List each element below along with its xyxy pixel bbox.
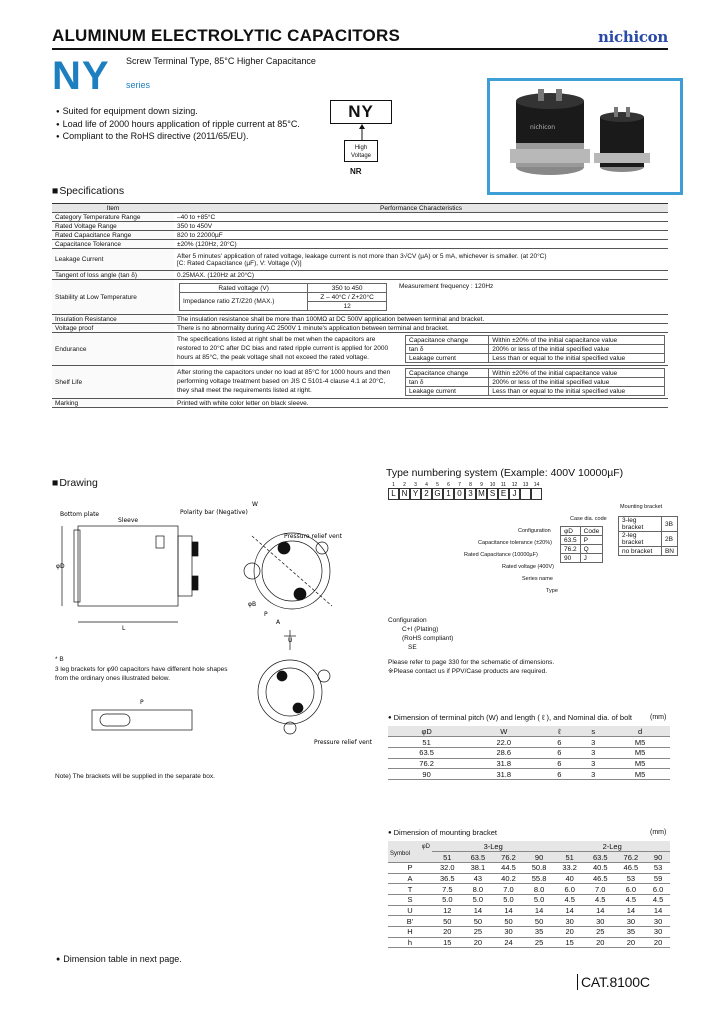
cell: 3 [576,769,610,780]
cell: J [580,554,603,563]
spec-value: 820 to 22000µF [174,231,668,240]
cell: 20 [616,937,647,948]
cell: 46.5 [616,862,647,873]
pos: 4 [425,482,428,488]
series-badge: NY [330,100,392,124]
table-row [388,769,670,780]
pos: 5 [436,482,439,488]
low-temp-val: 350 to 450 [308,284,387,293]
cell: 30 [585,916,616,927]
char-box: 0 [454,488,465,500]
pos: 1 [392,482,395,488]
cell: 35 [616,927,647,938]
feature-list [56,106,300,144]
cell: 14 [493,905,524,916]
table-row [52,222,668,231]
cell: 50 [493,916,524,927]
cell: 5.0 [463,894,494,905]
configuration-block [388,616,554,676]
label-pressure-vent-2: Pressure relief vent [314,739,372,746]
high-voltage-badge [344,140,378,162]
cell: 5.0 [493,894,524,905]
pos: 12 [511,482,518,488]
table-row [52,240,668,249]
tn-type: Type [546,588,558,594]
product-photo [487,78,683,195]
corner-cell [388,841,432,862]
cell: Code [580,527,603,536]
group-2leg: 2-Leg [554,841,670,852]
char-box: Y [410,488,421,500]
col-header: φD [388,726,465,737]
svg-text:nichicon: nichicon [530,124,556,131]
cell: M5 [610,737,670,748]
spec-label: Tangent of loss angle (tan δ) [52,271,174,280]
cell: 14 [585,905,616,916]
cell: Leakage current [406,387,489,396]
cell: 14 [463,905,494,916]
symbol-cell: B' [388,916,432,927]
drawing-bracket-view [52,630,372,770]
col-header: s [576,726,610,737]
dimension-note: ● Dimension table in next page. [56,954,182,964]
spec-line: [C: Rated Capacitance (µF), V: Voltage (V)] [177,259,302,267]
label-a: A [276,619,281,626]
endurance-table [405,335,665,363]
pos: 11 [500,482,507,488]
table-row [52,324,668,333]
table-header [388,841,670,852]
cell: 51 [388,737,465,748]
dia-header: 90 [646,852,670,863]
pos: 2 [403,482,406,488]
char-box: N [399,488,410,500]
brand-logo: nichicon [598,28,668,46]
cell: 50 [463,916,494,927]
bracket-supply-note: Note) The brackets will be supplied in the separate box. [55,773,215,780]
pitch-unit: (mm) [650,714,667,721]
cell: 53 [646,862,670,873]
label-w: W [252,501,258,508]
shelf-text: After storing the capacitors under no load at 85°C for 1000 hours and then performing voltage treatment based on JIS C 5101-4 clause 4.1 at 20°C, they shall meet the requirements listed at right. [177,369,391,394]
cell: 38.1 [463,862,494,873]
conf-line: SE [408,644,417,651]
table-row [52,399,668,408]
cell: 7.5 [432,884,463,895]
cell: 6.0 [646,884,670,895]
bracket-note: 3 leg brackets for φ90 capacitors have different hole shapes from the ordinary ones illustrated below. [55,666,228,682]
series-code: NY [52,54,110,98]
dia-header: 51 [432,852,463,863]
tn-cap: Rated Capacitance (10000µF) [464,552,538,558]
label-phi-d: φD [56,563,65,570]
spec-label: Shelf Life [52,366,174,399]
cell: M5 [610,769,670,780]
tn-config: Configuration [518,528,551,534]
label-bottom-plate: Bottom plate [60,511,100,518]
char-box: M [476,488,487,500]
spec-label: Leakage Current [52,249,174,271]
bracket-code-table [618,516,678,556]
table-row [388,758,670,769]
cell: 3 [576,758,610,769]
low-temp-cond: Z – 40°C / Z+20°C [308,293,387,302]
cell: BN [661,547,677,556]
cell: 6 [542,747,576,758]
cell: 90 [561,554,581,563]
col-header: d [610,726,670,737]
cell: 6 [542,769,576,780]
spec-value: ±20% (120Hz, 20°C) [174,240,668,249]
label-phi-b: φB [248,601,257,608]
tn-voltage: Rated voltage (400V) [502,564,554,570]
spec-label: Rated Voltage Range [52,222,174,231]
spec-value [174,366,668,399]
endurance-text: The specifications listed at right shall be met when the capacitors are restored to 20°C after DC bias and rated ripple current is applied for 2000 hours at 85°C, the peak voltage shall not exceed the rated voltage. [177,336,389,361]
table-row [388,862,670,873]
symbol-cell: h [388,937,432,948]
tn-note: ※Please contact us if PPV/Case products are required. [388,668,547,675]
cell: 32.0 [432,862,463,873]
cell: 4.5 [585,894,616,905]
spec-label: Capacitance Tolerance [52,240,174,249]
cell: 5.0 [432,894,463,905]
pos: 8 [469,482,472,488]
cell: 63.5 [561,536,581,545]
spec-value: –40 to +85°C [174,213,668,222]
spec-value: Printed with white color letter on black sleeve. [174,399,668,408]
char-box: 2 [421,488,432,500]
table-header [388,726,670,737]
spec-label: Endurance [52,333,174,366]
cell: 4.5 [646,894,670,905]
col-header: ℓ [542,726,576,737]
symbol-cell: T [388,884,432,895]
label-sleeve: Sleeve [118,517,139,524]
table-row [52,249,668,271]
tn-note: Please refer to page 330 for the schematic of dimensions. [388,659,555,666]
cell: 76.2 [388,758,465,769]
low-temp-freq: Measurement frequency : 120Hz [399,283,494,290]
cell: 15 [432,937,463,948]
cell: Capacitance change [406,336,489,345]
cell: 4.5 [554,894,585,905]
conf-line: C+I (Plating) [402,626,439,633]
cell: 50 [524,916,555,927]
table-row [388,884,670,895]
cell: 44.5 [493,862,524,873]
dia-header: 51 [554,852,585,863]
conf-line: Configuration [388,617,427,624]
cell: 43 [463,873,494,884]
cell: 63.5 [388,747,465,758]
cell: Capacitance change [406,369,489,378]
group-3leg: 3-Leg [432,841,554,852]
shelf-table [405,368,665,396]
label-u: U [288,637,293,644]
feature-item: ● Compliant to the RoHS directive (2011/65/EU). [56,131,300,144]
cell: 20 [432,927,463,938]
table-row [388,916,670,927]
cell: M5 [610,747,670,758]
low-temp-ratio: 12 [308,302,387,311]
dia-header: 63.5 [463,852,494,863]
feature-item: ● Suited for equipment down sizing. [56,106,300,119]
cell: 3 [576,737,610,748]
low-temp-ratio-label: Impedance ratio ZT/Z20 (MAX.) [180,293,308,311]
char-box: L [388,488,399,500]
cell: 5.0 [524,894,555,905]
cell: 20 [463,937,494,948]
col-perf: Performance Characteristics [174,204,668,213]
spec-label: Insulation Resistance [52,315,174,324]
table-row [388,937,670,948]
cell: 6 [542,758,576,769]
label-l: L [122,625,126,632]
table-row [52,213,668,222]
title-rule [52,48,668,50]
cell: 20 [585,937,616,948]
cell: 30 [493,927,524,938]
cell: 33.2 [554,862,585,873]
spec-value: The insulation resistance shall be more than 100MΩ at DC 500V application between terminal and bracket. [174,315,668,324]
related-series: NR [350,167,362,176]
table-row [388,873,670,884]
cell: 25 [524,937,555,948]
cell: 30 [616,916,647,927]
table-row [388,927,670,938]
cell: no bracket [619,547,662,556]
view-b-label: * B [55,656,64,663]
table-row [52,366,668,399]
tn-case: Case dia. code [570,516,607,522]
feature-item: ● Load life of 2000 hours application of ripple current at 85°C. [56,119,300,132]
cell: 31.8 [465,769,542,780]
spec-line: After 5 minutes' application of rated voltage, leakage current is not more than 3√CV (µA) or 5 mA, whichever is smaller. (at 20°C) [177,252,547,260]
symbol-cell: H [388,927,432,938]
spec-label: Stability at Low Temperature [52,280,174,315]
specifications-table [52,203,668,408]
col-header: W [465,726,542,737]
cell: 14 [554,905,585,916]
cell: 36.5 [432,873,463,884]
dia-header: 63.5 [585,852,616,863]
cell: 28.6 [465,747,542,758]
cell: Within ±20% of the initial capacitance value [489,369,665,378]
label-p: P [264,611,268,618]
char-box: E [498,488,509,500]
symbol-cell: S [388,894,432,905]
pos: 9 [480,482,483,488]
spec-value: There is no abnormality during AC 2500V 1 minute's application between terminal and bracket. [174,324,668,333]
arrow-up-icon [359,124,365,140]
cell: 25 [463,927,494,938]
badge-line: High [354,145,368,151]
cell: 20 [646,937,670,948]
cell: 3B [661,517,677,532]
cell: 200% or less of the initial specified value [489,378,665,387]
cell: P [580,536,603,545]
pos: 13 [522,482,529,488]
spec-label: Rated Capacitance Range [52,231,174,240]
char-box [520,488,531,500]
cell: 200% or less of the initial specified value [489,345,665,354]
pos: 3 [414,482,417,488]
catalog-number: CAT.8100C [577,974,650,990]
cell: tan δ [406,378,489,387]
col-item: Item [52,204,174,213]
cell: 31.8 [465,758,542,769]
mb-unit: (mm) [650,829,667,836]
char-box: S [487,488,498,500]
type-numbering-diagram [388,482,678,600]
symbol-cell: A [388,873,432,884]
table-row [388,905,670,916]
tn-tolerance: Capacitance tolerance (±20%) [478,540,552,546]
char-box [531,488,542,500]
spec-value [174,249,668,271]
label-pressure-vent: Pressure relief vent [284,533,342,540]
cell: 24 [493,937,524,948]
cell: 14 [524,905,555,916]
tn-mounting: Mounting bracket [620,504,663,510]
table-row [388,894,670,905]
spec-value: 0.25MAX. (120Hz at 20°C) [174,271,668,280]
pos: 14 [533,482,540,488]
page-title: ALUMINUM ELECTROLYTIC CAPACITORS [52,26,400,45]
cell: 40.5 [585,862,616,873]
cell: 8.0 [524,884,555,895]
pos: 10 [489,482,496,488]
cell: 8.0 [463,884,494,895]
cell: 30 [554,916,585,927]
table-row [52,333,668,366]
char-box: J [509,488,520,500]
table-row [52,280,668,315]
cell: 55.8 [524,873,555,884]
low-temp-hdr: Rated voltage (V) [180,284,308,293]
cell: 14 [616,905,647,916]
tn-series: Series name [522,576,553,582]
pos: 6 [447,482,450,488]
cell: 53 [616,873,647,884]
char-box: 3 [465,488,476,500]
cell: 12 [432,905,463,916]
capacitor-illustration [490,81,680,192]
dia-header: 90 [524,852,555,863]
cell: 7.0 [585,884,616,895]
cell: 40 [554,873,585,884]
cell: φD [561,527,581,536]
table-row [52,271,668,280]
char-box: G [432,488,443,500]
spec-label: Marking [52,399,174,408]
mounting-bracket-table [388,841,670,948]
drawing-heading: ■ Drawing [52,477,98,489]
cell: 6.0 [616,884,647,895]
cell: 35 [524,927,555,938]
cell: 2B [661,532,677,547]
corner-bottom: Symbol [390,851,411,858]
spec-value [174,333,668,366]
spec-label: Voltage proof [52,324,174,333]
cell: 4.5 [616,894,647,905]
table-row [52,315,668,324]
label-polarity: Polarity bar (Negative) [180,509,248,516]
cell: 22.0 [465,737,542,748]
char-box: 1 [443,488,454,500]
case-code-table [560,526,603,563]
cell: 6.0 [554,884,585,895]
cell: 50 [432,916,463,927]
table-row [52,204,668,213]
mounting-bracket-title: ● Dimension of mounting bracket [388,828,497,837]
cell: 20 [554,927,585,938]
terminal-pitch-table [388,726,670,780]
cell: tan δ [406,345,489,354]
table-row [52,231,668,240]
dia-header: 76.2 [493,852,524,863]
cell: Less than or equal to the initial specified value [489,387,665,396]
table-row [388,747,670,758]
series-subtitle: Screw Terminal Type, 85°C Higher Capacitance [126,56,316,66]
spec-value [174,280,668,315]
table-row [388,737,670,748]
cell: 14 [646,905,670,916]
cell: Less than or equal to the initial specified value [489,354,665,363]
cell: Within ±20% of the initial capacitance value [489,336,665,345]
cell: 46.5 [585,873,616,884]
specifications-heading: ■ Specifications [52,185,124,197]
cell: Q [580,545,603,554]
cell: 6 [542,737,576,748]
spec-label: Category Temperature Range [52,213,174,222]
spec-value: 350 to 450V [174,222,668,231]
cell: 25 [585,927,616,938]
conf-line: (RoHS compliant) [402,635,454,642]
cell: 2-leg bracket [619,532,662,547]
cell: 50.8 [524,862,555,873]
symbol-cell: U [388,905,432,916]
low-temp-table [179,283,387,311]
cell: 3 [576,747,610,758]
cell: 3-leg bracket [619,517,662,532]
cell: 59 [646,873,670,884]
cell: 30 [646,916,670,927]
cell: 90 [388,769,465,780]
symbol-cell: P [388,862,432,873]
corner-top: φD [421,844,430,851]
cell: 40.2 [493,873,524,884]
char-row [388,488,678,500]
pitch-title: ● Dimension of terminal pitch (W) and length ( ℓ ), and Nominal dia. of bolt [388,713,632,722]
cell: 15 [554,937,585,948]
type-numbering-title: Type numbering system (Example: 400V 10000µF) [386,467,624,479]
dia-header: 76.2 [616,852,647,863]
label-p-bracket: P [140,699,144,706]
series-label: series [126,80,151,90]
badge-line: Voltage [350,153,372,159]
cell: Leakage current [406,354,489,363]
cell: M5 [610,758,670,769]
cell: 7.0 [493,884,524,895]
cell: 76.2 [561,545,581,554]
pos: 7 [458,482,461,488]
cell: 30 [646,927,670,938]
